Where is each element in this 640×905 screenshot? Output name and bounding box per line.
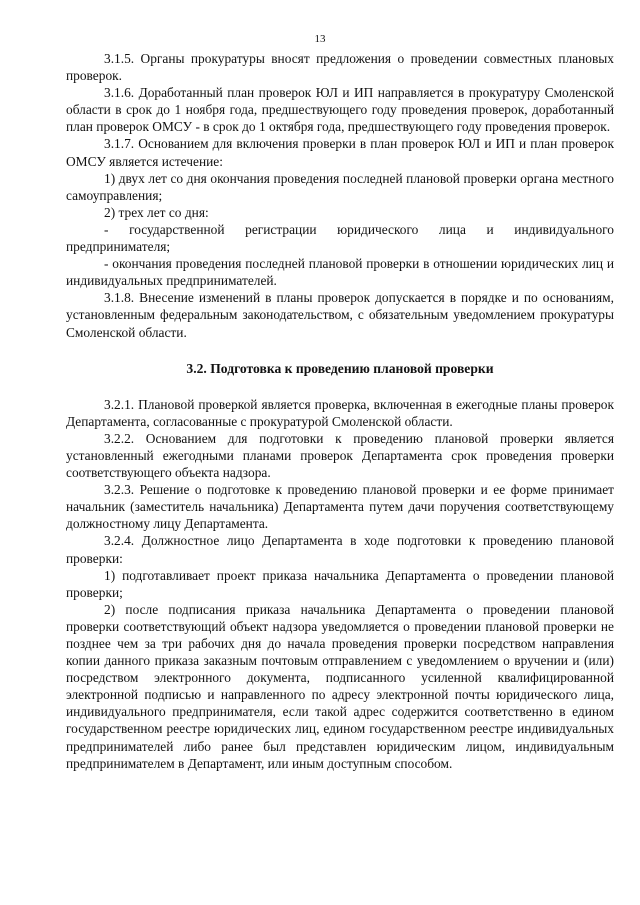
page-number: 13 (314, 33, 326, 45)
list-item-notification: 2) после подписания приказа начальника Департамента о проведении плановой проверки соответствующий объект надзора уведомляется о проведении плановой проверки не позднее чем за три рабочих дня до начала проведения проверки посредством направления копии данного приказа заказным почтовым отправлением с уведомлением о вручении и (или) посредством электронного документа, подписанного усиленной квалифицированной электронной подписью и направленного по адресу электронной почты юридического лица, индивидуального предпринимателя, если такой адрес содержится соответственно в едином государственном реестре юридических лиц, едином государственном реестре индивидуальных предпринимателей либо ранее был представлен юридическим лицом, индивидуальным предпринимателем в Департамент, или иным доступным способом. (66, 601, 614, 771)
section-heading-3-2: 3.2. Подготовка к проведению плановой проверки (186, 360, 494, 376)
list-item-prepare-order: 1) подготавливает проект приказа начальника Департамента о проведении плановой проверки; (66, 567, 614, 600)
list-item-2: 2) трех лет со дня: (104, 204, 209, 220)
paragraph-3-1-8: 3.1.8. Внесение изменений в планы проверок допускается в порядке и по основаниям, установленным федеральным законодательством, с обязательным уведомлением прокуратуры Смоленской области. (66, 290, 614, 340)
paragraph-3-1-6: 3.1.6. Доработанный план проверок ЮЛ и ИП направляется в прокуратуру Смоленской области в срок до 1 ноября года, предшествующего году проведения проверок, доработанный план проверок ОМСУ - в срок до 1 октября года, предшествующего году проведения проверок. (66, 85, 614, 135)
paragraph-3-2-2: 3.2.2. Основанием для подготовки к проведению плановой проверки является установленный ежегодными планами проверок Департамента срок проведения проверки соответствующего объекта надзора. (66, 430, 614, 481)
paragraph-3-1-5: 3.1.5. Органы прокуратуры вносят предложения о проведении совместных плановых проверок. (66, 51, 614, 84)
sub-item-last-inspection: - окончания проведения последней плановой проверки в отношении юридических лиц и индивидуальных предпринимателей. (66, 256, 614, 289)
paragraph-3-2-4: 3.2.4. Должностное лицо Департамента в ходе подготовки к проведению плановой проверки: (66, 533, 614, 566)
document-body (66, 50, 614, 772)
list-item-1: 1) двух лет со дня окончания проведения последней плановой проверки органа местного самоуправления; (66, 170, 614, 203)
paragraph-3-1-7: 3.1.7. Основанием для включения проверки в план проверок ЮЛ и ИП и план проверок ОМСУ является истечение: (66, 136, 614, 169)
sub-item-registration: - государственной регистрации юридического лица и индивидуального предпринимателя; (66, 221, 614, 255)
paragraph-3-2-3: 3.2.3. Решение о подготовке к проведению плановой проверки и ее форме принимает начальник (заместитель начальника) Департамента путем дачи поручения соответствующему должностному лицу Департамента. (66, 482, 614, 532)
paragraph-3-2-1: 3.2.1. Плановой проверкой является проверка, включенная в ежегодные планы проверок Департамента, согласованные с прокуратурой Смоленской области. (66, 396, 614, 429)
